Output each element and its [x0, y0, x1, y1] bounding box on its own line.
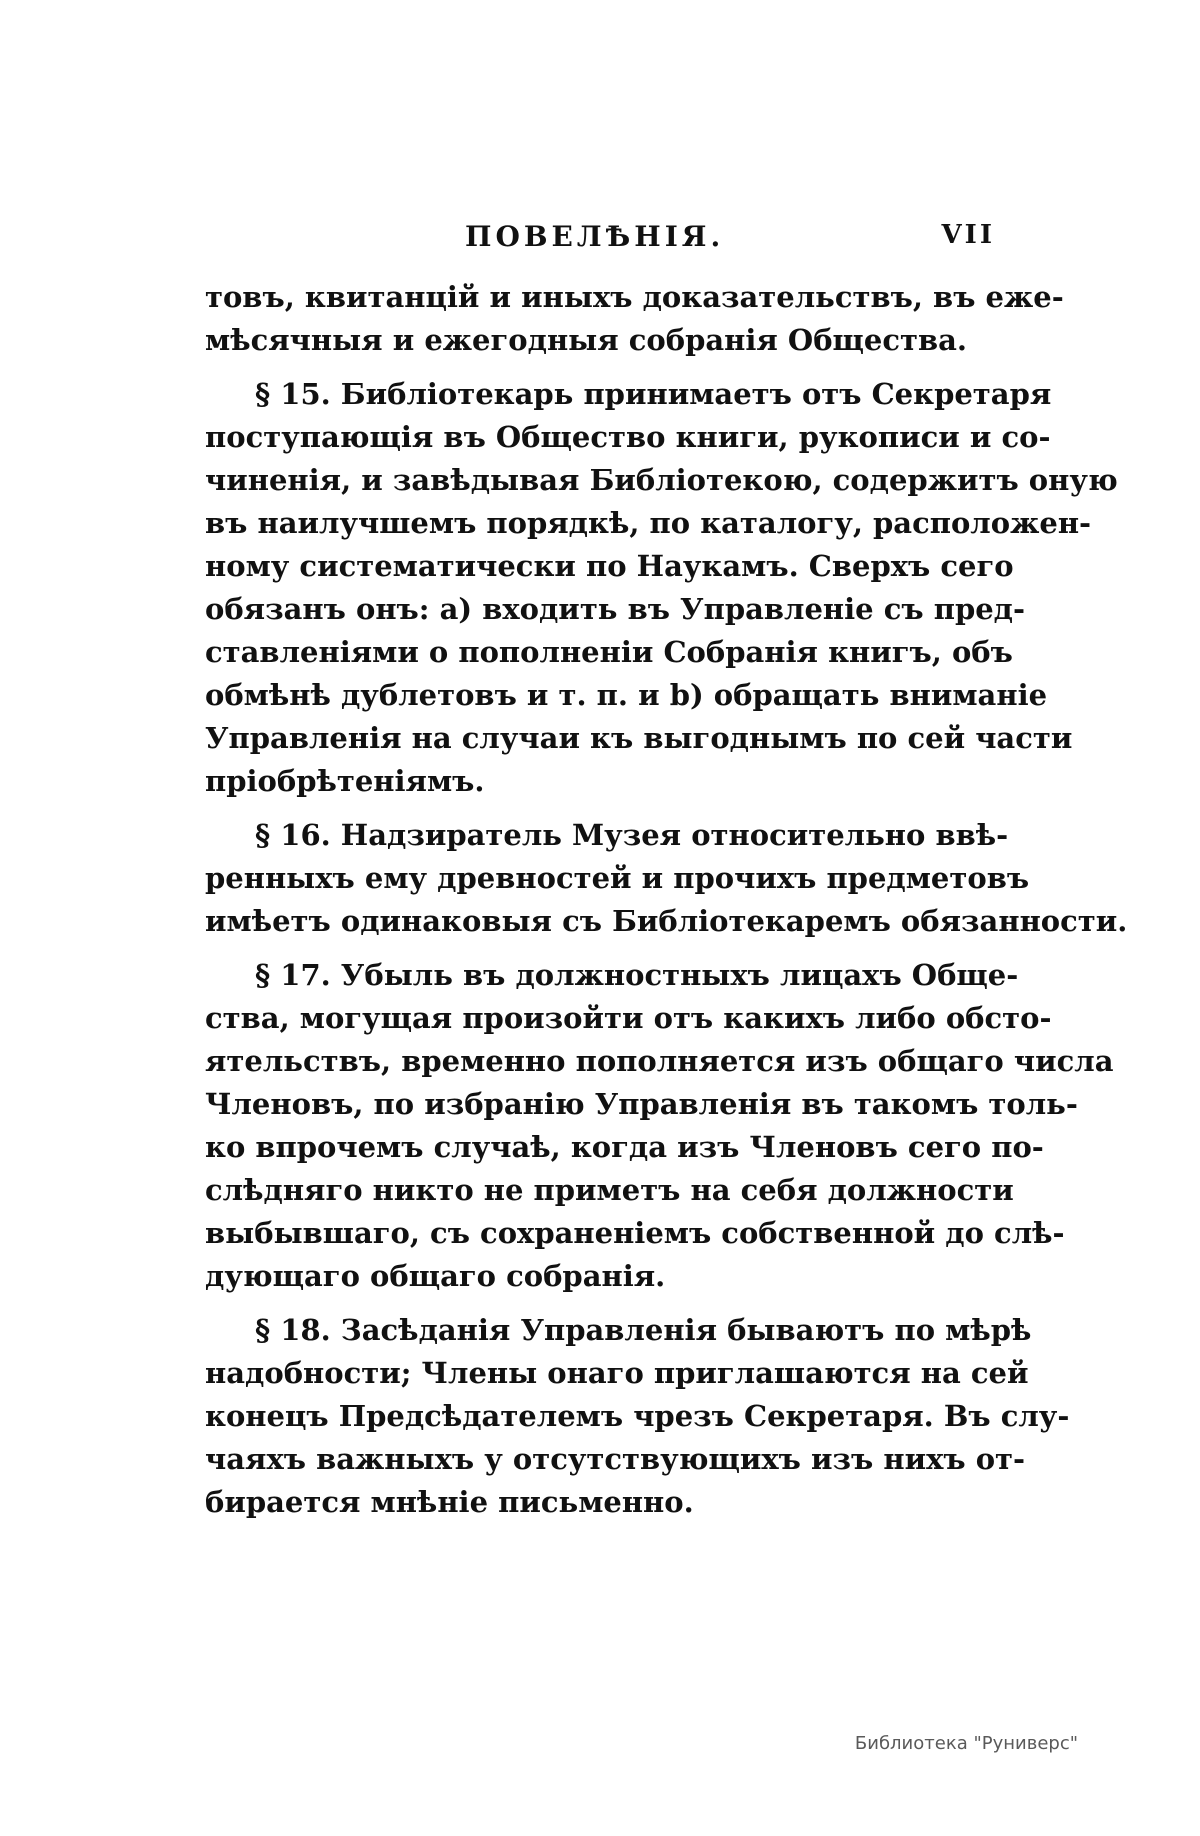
text-line: обмѣнѣ дублетовъ и т. п. и b) обращать вниманіе	[205, 678, 1048, 712]
paragraph-section-18	[205, 1309, 1070, 1524]
text-line: дующаго общаго собранія.	[205, 1259, 666, 1293]
body-text	[205, 276, 1128, 1535]
text-line: чаяхъ важныхъ у отсутствующихъ изъ нихъ от-	[205, 1442, 1026, 1476]
text-line: надобности; Члены онаго приглашаются на сей	[205, 1356, 1029, 1390]
text-line: ренныхъ ему древностей и прочихъ предметовъ	[205, 861, 1030, 895]
text-line: слѣдняго никто не приметъ на себя должности	[205, 1173, 1014, 1207]
text-line: имѣетъ одинаковыя съ Библіотекаремъ обязанности.	[205, 904, 1128, 938]
library-watermark: Библиотека "Руниверс"	[854, 1733, 1078, 1754]
running-head	[205, 220, 995, 260]
paragraph-section-16	[205, 814, 1128, 943]
text-line: ко впрочемъ случаѣ, когда изъ Членовъ сего по-	[205, 1130, 1044, 1164]
text-line: ставленіями о пополненіи Собранія книгъ, объ	[205, 635, 1013, 669]
paragraph-section-17	[205, 954, 1114, 1298]
text-line: § 18. Засѣданія Управленія бываютъ по мѣрѣ	[255, 1313, 1032, 1347]
text-line: мѣсячныя и ежегодныя собранія Общества.	[205, 323, 968, 357]
text-line: § 17. Убыль въ должностныхъ лицахъ Обще-	[255, 958, 1019, 992]
page-number: VII	[941, 220, 995, 250]
text-line: ства, могущая произойти отъ какихъ либо обсто-	[205, 1001, 1052, 1035]
text-line: бирается мнѣніе письменно.	[205, 1485, 694, 1519]
text-line: выбывшаго, съ сохраненіемъ собственной до слѣ-	[205, 1216, 1065, 1250]
text-line: чиненія, и завѣдывая Библіотекою, содержитъ оную	[205, 463, 1118, 497]
paragraph-section-15	[205, 373, 1118, 803]
paragraph-continuation	[205, 276, 1064, 362]
text-line: § 15. Библіотекарь принимаетъ отъ Секретаря	[255, 377, 1052, 411]
text-line: товъ, квитанцій и иныхъ доказательствъ, въ еже-	[205, 280, 1064, 314]
text-line: пріобрѣтеніямъ.	[205, 764, 485, 798]
text-line: ятельствъ, временно пополняется изъ общаго числа	[205, 1044, 1114, 1078]
text-line: обязанъ онъ: а) входить въ Управленіе съ пред-	[205, 592, 1026, 626]
text-line: Членовъ, по избранію Управленія въ такомъ толь-	[205, 1087, 1078, 1121]
text-line: Управленія на случаи къ выгоднымъ по сей части	[205, 721, 1073, 755]
text-line: конецъ Предсѣдателемъ чрезъ Секретаря. Въ слу-	[205, 1399, 1070, 1433]
text-line: въ наилучшемъ порядкѣ, по каталогу, расположен-	[205, 506, 1092, 540]
text-line: поступающія въ Общество книги, рукописи и со-	[205, 420, 1051, 454]
text-line: ному систематически по Наукамъ. Сверхъ сего	[205, 549, 1014, 583]
running-title: ПОВЕЛѢНIЯ.	[465, 220, 725, 253]
text-line: § 16. Надзиратель Музея относительно ввѣ-	[255, 818, 1009, 852]
